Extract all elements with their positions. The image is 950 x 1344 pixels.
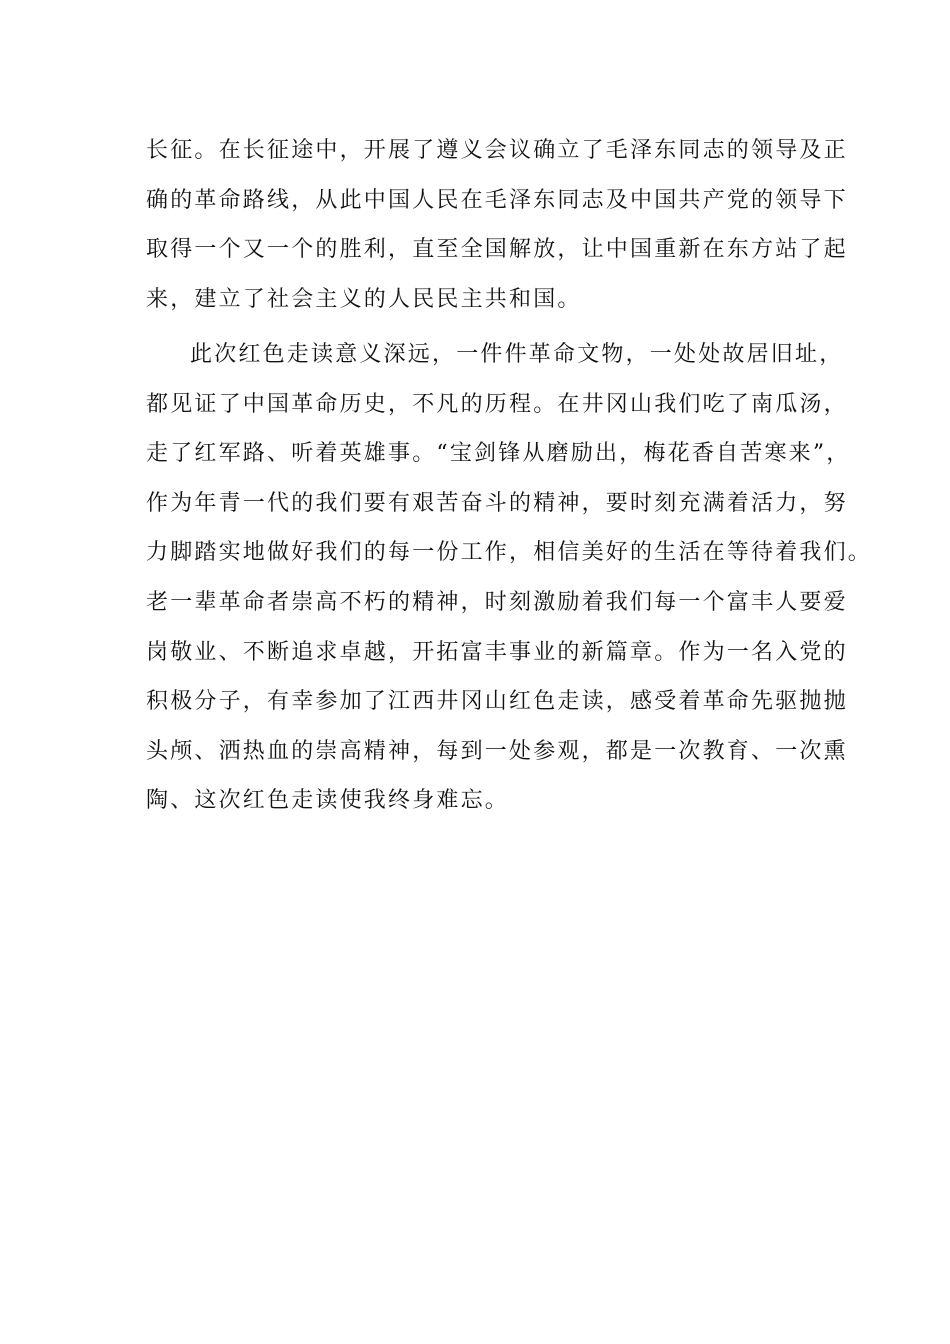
paragraph-1 (146, 126, 848, 324)
paragraph-line: 走了红军路、听着英雄事。“宝剑锋从磨励出，梅花香自苦寒来”， (146, 441, 851, 467)
paragraph-line: 此次红色走读意义深远，一件件革命文物，一处处故居旧址， (190, 342, 844, 367)
paragraph-line: 岗敬业、不断追求卓越，开拓富丰事业的新篇章。作为一名入党的 (146, 639, 848, 665)
paragraph-line: 取得一个又一个的胜利，直至全国解放，让中国重新在东方站了起 (146, 237, 848, 263)
paragraph-2 (146, 330, 873, 826)
paragraph-line: 确的革命路线，从此中国人民在毛泽东同志及中国共产党的领导下 (146, 187, 848, 213)
paragraph-line: 作为年青一代的我们要有艰苦奋斗的精神，要时刻充满着活力，努 (146, 490, 848, 516)
paragraph-line: 都见证了中国革命历史，不凡的历程。在井冈山我们吃了南瓜汤， (146, 391, 848, 417)
paragraph-line: 积极分子，有幸参加了江西井冈山红色走读，感受着革命先驱抛抛 (146, 689, 848, 715)
paragraph-line: 力脚踏实地做好我们的每一份工作，相信美好的生活在等待着我们。 (146, 540, 873, 566)
paragraph-line: 陶、这次红色走读使我终身难忘。 (146, 788, 510, 814)
paragraph-line: 长征。在长征途中，开展了遵义会议确立了毛泽东同志的领导及正 (146, 138, 848, 163)
paragraph-line: 老一辈革命者崇高不朽的精神，时刻激励着我们每一个富丰人要爱 (146, 589, 848, 615)
paragraph-line: 来，建立了社会主义的人民民主共和国。 (146, 286, 582, 312)
paragraph-line: 头颅、洒热血的崇高精神，每到一处参观，都是一次教育、一次熏 (146, 738, 848, 764)
